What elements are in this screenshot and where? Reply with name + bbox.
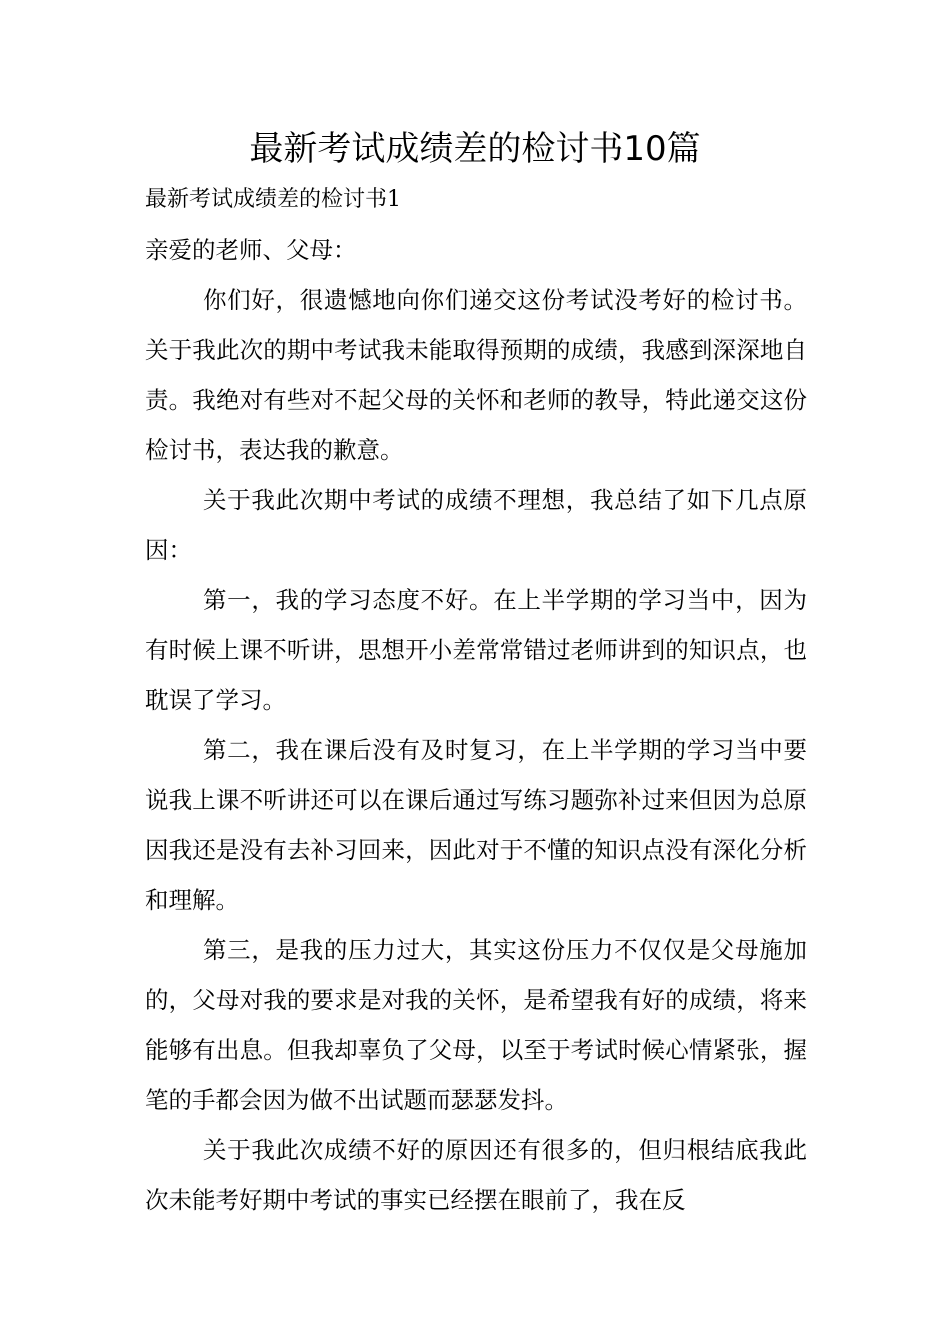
- paragraph: 第一，我的学习态度不好。在上半学期的学习当中，因为有时候上课不听讲，思想开小差常常错过老师讲到的知识点，也耽误了学习。: [145, 586, 807, 714]
- paragraph: 你们好，很遗憾地向你们递交这份考试没考好的检讨书。关于我此次的期中考试我未能取得预期的成绩，我感到深深地自责。我绝对有些对不起父母的关怀和老师的教导，特此递交这份检讨书，表达我的歉意。: [145, 286, 807, 464]
- document-title: 最新考试成绩差的检讨书10篇: [249, 129, 701, 169]
- paragraph: 关于我此次期中考试的成绩不理想，我总结了如下几点原因：: [145, 486, 807, 564]
- section-heading: 最新考试成绩差的检讨书1: [145, 187, 401, 212]
- document-body: [145, 175, 807, 1225]
- paragraph: 第二，我在课后没有及时复习，在上半学期的学习当中要说我上课不听讲还可以在课后通过写练习题弥补过来但因为总原因我还是没有去补习回来，因此对于不懂的知识点没有深化分析和理解。: [145, 736, 807, 914]
- paragraph: 第三，是我的压力过大，其实这份压力不仅仅是父母施加的，父母对我的要求是对我的关怀，是希望我有好的成绩，将来能够有出息。但我却辜负了父母，以至于考试时候心情紧张，握笔的手都会因为做不出试题而瑟瑟发抖。: [145, 936, 807, 1114]
- paragraph: 关于我此次成绩不好的原因还有很多的，但归根结底我此次未能考好期中考试的事实已经摆在眼前了，我在反: [145, 1136, 807, 1214]
- salutation: 亲爱的老师、父母：: [145, 236, 357, 264]
